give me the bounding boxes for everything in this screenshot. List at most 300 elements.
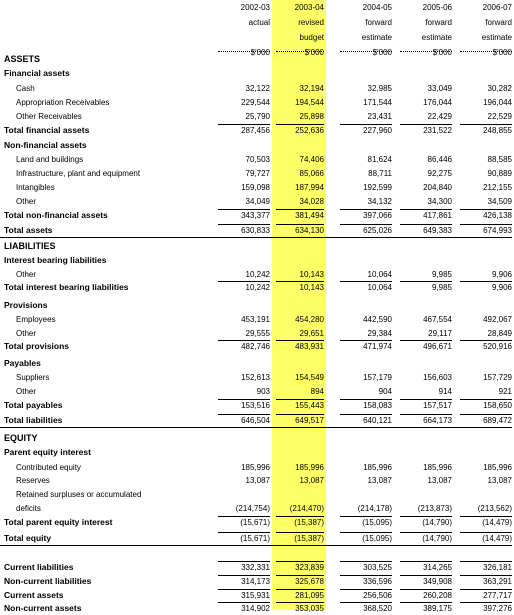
row-value: 426,138	[483, 211, 512, 220]
row-label: Contributed equity	[16, 463, 81, 472]
row-value: 196,044	[483, 98, 512, 107]
row-value: 649,517	[295, 416, 324, 425]
total-rule	[218, 589, 270, 590]
total-rule	[400, 575, 452, 576]
row-value: (214,754)	[235, 504, 270, 513]
row-label: Total assets	[4, 225, 53, 235]
table-row	[0, 561, 514, 574]
grand-total-rule	[0, 427, 512, 428]
row-value: 204,840	[423, 183, 452, 192]
row-value: 314,173	[241, 577, 270, 586]
row-value: 10,064	[367, 270, 392, 279]
row-value: 13,087	[487, 476, 512, 485]
column-header-1-line-4: $'000	[250, 48, 270, 57]
table-row	[0, 67, 514, 80]
total-rule	[218, 532, 270, 533]
total-rule	[400, 589, 452, 590]
row-value: 368,520	[363, 604, 392, 613]
table-row	[0, 96, 514, 109]
column-header-3-line-4: $'000	[372, 48, 392, 57]
total-rule	[276, 281, 324, 282]
row-value: 921	[498, 387, 512, 396]
row-value: 156,603	[423, 373, 452, 382]
row-value: 152,613	[241, 373, 270, 382]
table-row	[0, 240, 514, 253]
total-rule	[400, 224, 452, 225]
row-value: 336,596	[363, 577, 392, 586]
row-value: 154,549	[295, 373, 324, 382]
total-rule	[400, 124, 452, 125]
row-value: 343,377	[241, 211, 270, 220]
column-header-5-line-4: $'000	[492, 48, 512, 57]
table-row	[0, 589, 514, 602]
row-value: (14,479)	[482, 534, 512, 543]
row-label: Cash	[16, 84, 35, 93]
total-rule	[400, 516, 452, 517]
row-value: (14,790)	[422, 518, 452, 527]
row-label: Total financial assets	[4, 125, 90, 135]
row-value: 34,132	[367, 197, 392, 206]
row-value: 29,555	[245, 329, 270, 338]
row-label: Total equity	[4, 533, 52, 543]
row-label: Land and buildings	[16, 155, 84, 164]
total-rule	[460, 414, 512, 415]
row-value: 9,985	[431, 283, 452, 292]
row-value: 363,291	[483, 577, 512, 586]
row-value: (14,790)	[422, 534, 452, 543]
row-value: 634,130	[295, 226, 324, 235]
row-value: 453,191	[241, 315, 270, 324]
row-label: Suppliers	[16, 373, 50, 382]
row-value: 81,624	[367, 155, 392, 164]
row-value: 454,280	[295, 315, 324, 324]
total-rule	[218, 575, 270, 576]
total-rule	[276, 575, 324, 576]
row-value: 9,906	[491, 283, 512, 292]
row-value: 157,729	[483, 373, 512, 382]
row-value: 28,849	[487, 329, 512, 338]
row-value: 22,429	[427, 112, 452, 121]
row-value: (14,479)	[482, 518, 512, 527]
row-label: Total interest bearing liabilities	[4, 282, 129, 292]
row-value: 10,242	[245, 270, 270, 279]
column-header-5-line-2: forward	[485, 18, 512, 27]
row-value: 23,431	[367, 112, 392, 121]
row-value: 482,746	[241, 342, 270, 351]
table-row	[0, 516, 514, 529]
row-value: 326,181	[483, 563, 512, 572]
row-value: 227,960	[363, 126, 392, 135]
total-rule	[460, 281, 512, 282]
row-value: 79,727	[245, 169, 270, 178]
row-value: 904	[378, 387, 392, 396]
row-value: 90,889	[487, 169, 512, 178]
row-value: 32,985	[367, 84, 392, 93]
row-label: Retained surpluses or accumulated	[16, 490, 142, 499]
row-value: 664,173	[423, 416, 452, 425]
row-value: 325,678	[295, 577, 324, 586]
row-value: 158,650	[483, 401, 512, 410]
table-row	[0, 575, 514, 588]
table-row	[0, 139, 514, 152]
row-value: 903	[256, 387, 270, 396]
total-rule	[218, 224, 270, 225]
column-header-3-line-1: 2004-05	[362, 3, 392, 12]
column-header-2-line-1: 2003-04	[294, 3, 324, 12]
row-value: (214,178)	[357, 504, 392, 513]
row-value: 10,242	[245, 283, 270, 292]
table-row	[0, 488, 514, 501]
total-rule	[400, 399, 452, 400]
row-value: (15,387)	[294, 518, 324, 527]
row-value: 30,282	[487, 84, 512, 93]
row-value: 389,175	[423, 604, 452, 613]
table-row	[0, 195, 514, 208]
row-value: 185,996	[423, 463, 452, 472]
total-rule	[400, 532, 452, 533]
total-rule	[276, 414, 324, 415]
row-value: 277,717	[483, 591, 512, 600]
total-rule	[340, 209, 392, 210]
column-header-1-line-1: 2002-03	[240, 3, 270, 12]
row-value: 349,908	[423, 577, 452, 586]
row-value: (15,095)	[362, 534, 392, 543]
table-row	[0, 399, 514, 412]
row-value: 34,049	[245, 197, 270, 206]
column-header-3-line-2: forward	[365, 18, 392, 27]
total-rule	[218, 209, 270, 210]
column-header-4-line-3: estimate	[421, 33, 452, 42]
total-rule	[460, 602, 512, 603]
row-value: 353,035	[295, 604, 324, 613]
row-value: 88,711	[368, 169, 392, 178]
total-rule	[218, 340, 270, 341]
row-label: ASSETS	[4, 54, 41, 64]
table-row	[0, 167, 514, 180]
total-rule	[340, 516, 392, 517]
column-header-rule	[218, 51, 270, 52]
row-value: 159,098	[241, 183, 270, 192]
table-row	[0, 385, 514, 398]
row-value: 315,931	[241, 591, 270, 600]
row-value: 33,049	[427, 84, 452, 93]
row-value: (15,095)	[362, 518, 392, 527]
row-value: 231,522	[423, 126, 452, 135]
total-rule	[460, 340, 512, 341]
row-label: Non-current liabilities	[4, 576, 92, 586]
total-rule	[340, 602, 392, 603]
row-label: deficits	[16, 504, 41, 513]
row-value: 155,443	[295, 401, 324, 410]
row-value: 74,406	[299, 155, 324, 164]
row-label: Payables	[4, 358, 41, 368]
column-header-2-line-2: revised	[298, 18, 324, 27]
row-value: 34,300	[427, 197, 452, 206]
total-rule	[460, 124, 512, 125]
row-value: 256,506	[363, 591, 392, 600]
table-row	[0, 432, 514, 445]
table-row	[0, 53, 514, 66]
row-value: 646,504	[241, 416, 270, 425]
row-value: 86,446	[427, 155, 452, 164]
row-value: (214,470)	[289, 504, 324, 513]
row-value: 192,599	[363, 183, 392, 192]
row-value: 689,472	[483, 416, 512, 425]
total-rule	[460, 209, 512, 210]
total-rule	[276, 340, 324, 341]
row-value: (213,873)	[417, 504, 452, 513]
row-value: 13,087	[245, 476, 270, 485]
row-value: 397,276	[483, 604, 512, 613]
table-row	[0, 153, 514, 166]
row-value: 212,155	[483, 183, 512, 192]
row-value: (213,562)	[477, 504, 512, 513]
column-header-1-line-2: actual	[248, 18, 270, 27]
total-rule	[276, 602, 324, 603]
row-value: 185,996	[483, 463, 512, 472]
table-row	[0, 532, 514, 545]
total-rule	[276, 399, 324, 400]
column-header-4-line-1: 2005-06	[422, 3, 452, 12]
row-value: 29,117	[428, 329, 452, 338]
total-rule	[340, 224, 392, 225]
row-label: Provisions	[4, 300, 48, 310]
total-rule	[460, 399, 512, 400]
table-row	[0, 281, 514, 294]
row-value: 314,902	[241, 604, 270, 613]
row-value: 13,087	[299, 476, 324, 485]
total-rule	[340, 589, 392, 590]
row-label: Other	[16, 197, 37, 206]
table-row	[0, 224, 514, 237]
total-rule	[218, 414, 270, 415]
row-value: 32,194	[299, 84, 324, 93]
row-value: 85,066	[299, 169, 324, 178]
total-rule	[400, 340, 452, 341]
total-rule	[276, 209, 324, 210]
total-rule	[276, 224, 324, 225]
row-label: LIABILITIES	[4, 241, 56, 251]
row-value: 9,906	[491, 270, 512, 279]
total-rule	[218, 602, 270, 603]
grand-total-rule	[0, 237, 512, 238]
row-value: 287,456	[241, 126, 270, 135]
row-value: 157,517	[423, 401, 452, 410]
row-value: 185,996	[363, 463, 392, 472]
row-label: Total liabilities	[4, 415, 63, 425]
row-value: 187,994	[295, 183, 324, 192]
total-rule	[460, 224, 512, 225]
row-label: Current liabilities	[4, 562, 74, 572]
row-value: 248,855	[483, 126, 512, 135]
row-label: EQUITY	[4, 433, 38, 443]
row-value: 303,525	[363, 563, 392, 572]
table-row	[0, 209, 514, 222]
column-header-3-line-3: estimate	[361, 33, 392, 42]
table-row	[0, 602, 514, 615]
row-value: 10,064	[367, 283, 392, 292]
table-row	[0, 502, 514, 515]
table-row	[0, 82, 514, 95]
total-rule	[460, 561, 512, 562]
row-value: 323,839	[295, 563, 324, 572]
column-header-2-line-3: budget	[299, 33, 324, 42]
row-value: 158,083	[363, 401, 392, 410]
row-value: (15,671)	[240, 534, 270, 543]
total-rule	[218, 124, 270, 125]
row-value: 894	[310, 387, 324, 396]
row-value: 442,590	[363, 315, 392, 324]
total-rule	[400, 209, 452, 210]
total-rule	[340, 281, 392, 282]
table-row	[0, 124, 514, 137]
row-value: 640,121	[363, 416, 392, 425]
column-header-2-line-4: $'000	[304, 48, 324, 57]
row-value: 674,993	[483, 226, 512, 235]
row-value: 176,044	[423, 98, 452, 107]
row-value: 29,384	[367, 329, 392, 338]
row-value: 467,554	[423, 315, 452, 324]
row-value: 496,671	[423, 342, 452, 351]
row-label: Employees	[16, 315, 56, 324]
column-header-rule	[276, 51, 324, 52]
table-row	[0, 357, 514, 370]
row-label: Current assets	[4, 590, 64, 600]
row-label: Non-current assets	[4, 603, 82, 613]
table-row	[0, 110, 514, 123]
table-row	[0, 313, 514, 326]
row-value: 22,529	[487, 112, 512, 121]
row-value: 194,544	[295, 98, 324, 107]
row-label: Infrastructure, plant and equipment	[16, 169, 141, 178]
row-value: 649,383	[423, 226, 452, 235]
total-rule	[460, 532, 512, 533]
row-label: Total provisions	[4, 341, 70, 351]
row-value: 34,509	[487, 197, 512, 206]
row-value: 13,087	[367, 476, 392, 485]
row-value: 70,503	[245, 155, 270, 164]
table-row	[0, 181, 514, 194]
row-value: 25,898	[299, 112, 324, 121]
row-value: 10,143	[299, 270, 324, 279]
row-value: 185,996	[295, 463, 324, 472]
row-label: Other	[16, 270, 37, 279]
table-row	[0, 299, 514, 312]
total-rule	[400, 602, 452, 603]
total-rule	[276, 124, 324, 125]
row-value: 229,544	[241, 98, 270, 107]
row-value: 92,275	[427, 169, 452, 178]
total-rule	[400, 414, 452, 415]
total-rule	[340, 340, 392, 341]
row-value: 29,651	[299, 329, 324, 338]
row-value: 88,585	[487, 155, 512, 164]
total-rule	[218, 561, 270, 562]
row-value: 157,179	[363, 373, 392, 382]
row-value: 185,996	[241, 463, 270, 472]
row-label: Other	[16, 387, 37, 396]
column-header-5-line-3: estimate	[481, 33, 512, 42]
row-label: Intangibles	[16, 183, 55, 192]
total-rule	[340, 561, 392, 562]
row-label: Appropriation Receivables	[16, 98, 110, 107]
table-row	[0, 371, 514, 384]
row-value: 252,636	[295, 126, 324, 135]
row-value: 314,265	[423, 563, 452, 572]
row-value: 34,028	[299, 197, 324, 206]
row-value: 10,143	[299, 283, 324, 292]
grand-total-rule	[0, 545, 512, 546]
total-rule	[340, 532, 392, 533]
row-value: 281,095	[295, 591, 324, 600]
row-label: Financial assets	[4, 68, 70, 78]
row-label: Total parent equity interest	[4, 517, 113, 527]
row-value: 25,790	[245, 112, 270, 121]
row-value: 13,087	[427, 476, 452, 485]
row-label: Parent equity interest	[4, 447, 91, 457]
column-header-4-line-2: forward	[425, 18, 452, 27]
total-rule	[400, 281, 452, 282]
total-rule	[460, 575, 512, 576]
row-value: 483,931	[295, 342, 324, 351]
column-header-rule	[460, 51, 512, 52]
row-value: 171,544	[363, 98, 392, 107]
table-row	[0, 446, 514, 459]
total-rule	[218, 399, 270, 400]
table-row	[0, 268, 514, 281]
row-value: 9,985	[431, 270, 452, 279]
column-header-5-line-1: 2006-07	[482, 3, 512, 12]
row-value: 625,026	[363, 226, 392, 235]
table-row	[0, 414, 514, 427]
row-value: 520,916	[483, 342, 512, 351]
total-rule	[400, 561, 452, 562]
column-header-rule	[400, 51, 452, 52]
table-row	[0, 327, 514, 340]
total-rule	[218, 516, 270, 517]
row-value: (15,671)	[240, 518, 270, 527]
row-label: Reserves	[16, 476, 50, 485]
row-label: Non-financial assets	[4, 140, 87, 150]
total-rule	[340, 414, 392, 415]
row-label: Total non-financial assets	[4, 210, 108, 220]
row-value: 381,494	[295, 211, 324, 220]
row-value: 914	[438, 387, 452, 396]
total-rule	[276, 561, 324, 562]
row-value: 153,516	[241, 401, 270, 410]
row-label: Other Receivables	[16, 112, 82, 121]
row-value: 260,208	[423, 591, 452, 600]
total-rule	[276, 589, 324, 590]
total-rule	[460, 589, 512, 590]
table-row	[0, 461, 514, 474]
column-header-4-line-4: $'000	[432, 48, 452, 57]
table-row	[0, 474, 514, 487]
row-label: Other	[16, 329, 37, 338]
total-rule	[276, 532, 324, 533]
column-header-rule	[340, 51, 392, 52]
row-value: 417,861	[423, 211, 452, 220]
row-value: 32,122	[245, 84, 270, 93]
total-rule	[340, 575, 392, 576]
row-value: 492,067	[483, 315, 512, 324]
table-row	[0, 340, 514, 353]
row-label: Total payables	[4, 400, 63, 410]
row-value: 332,331	[241, 563, 270, 572]
row-value: 630,833	[241, 226, 270, 235]
table-row	[0, 254, 514, 267]
table-row	[0, 547, 514, 560]
